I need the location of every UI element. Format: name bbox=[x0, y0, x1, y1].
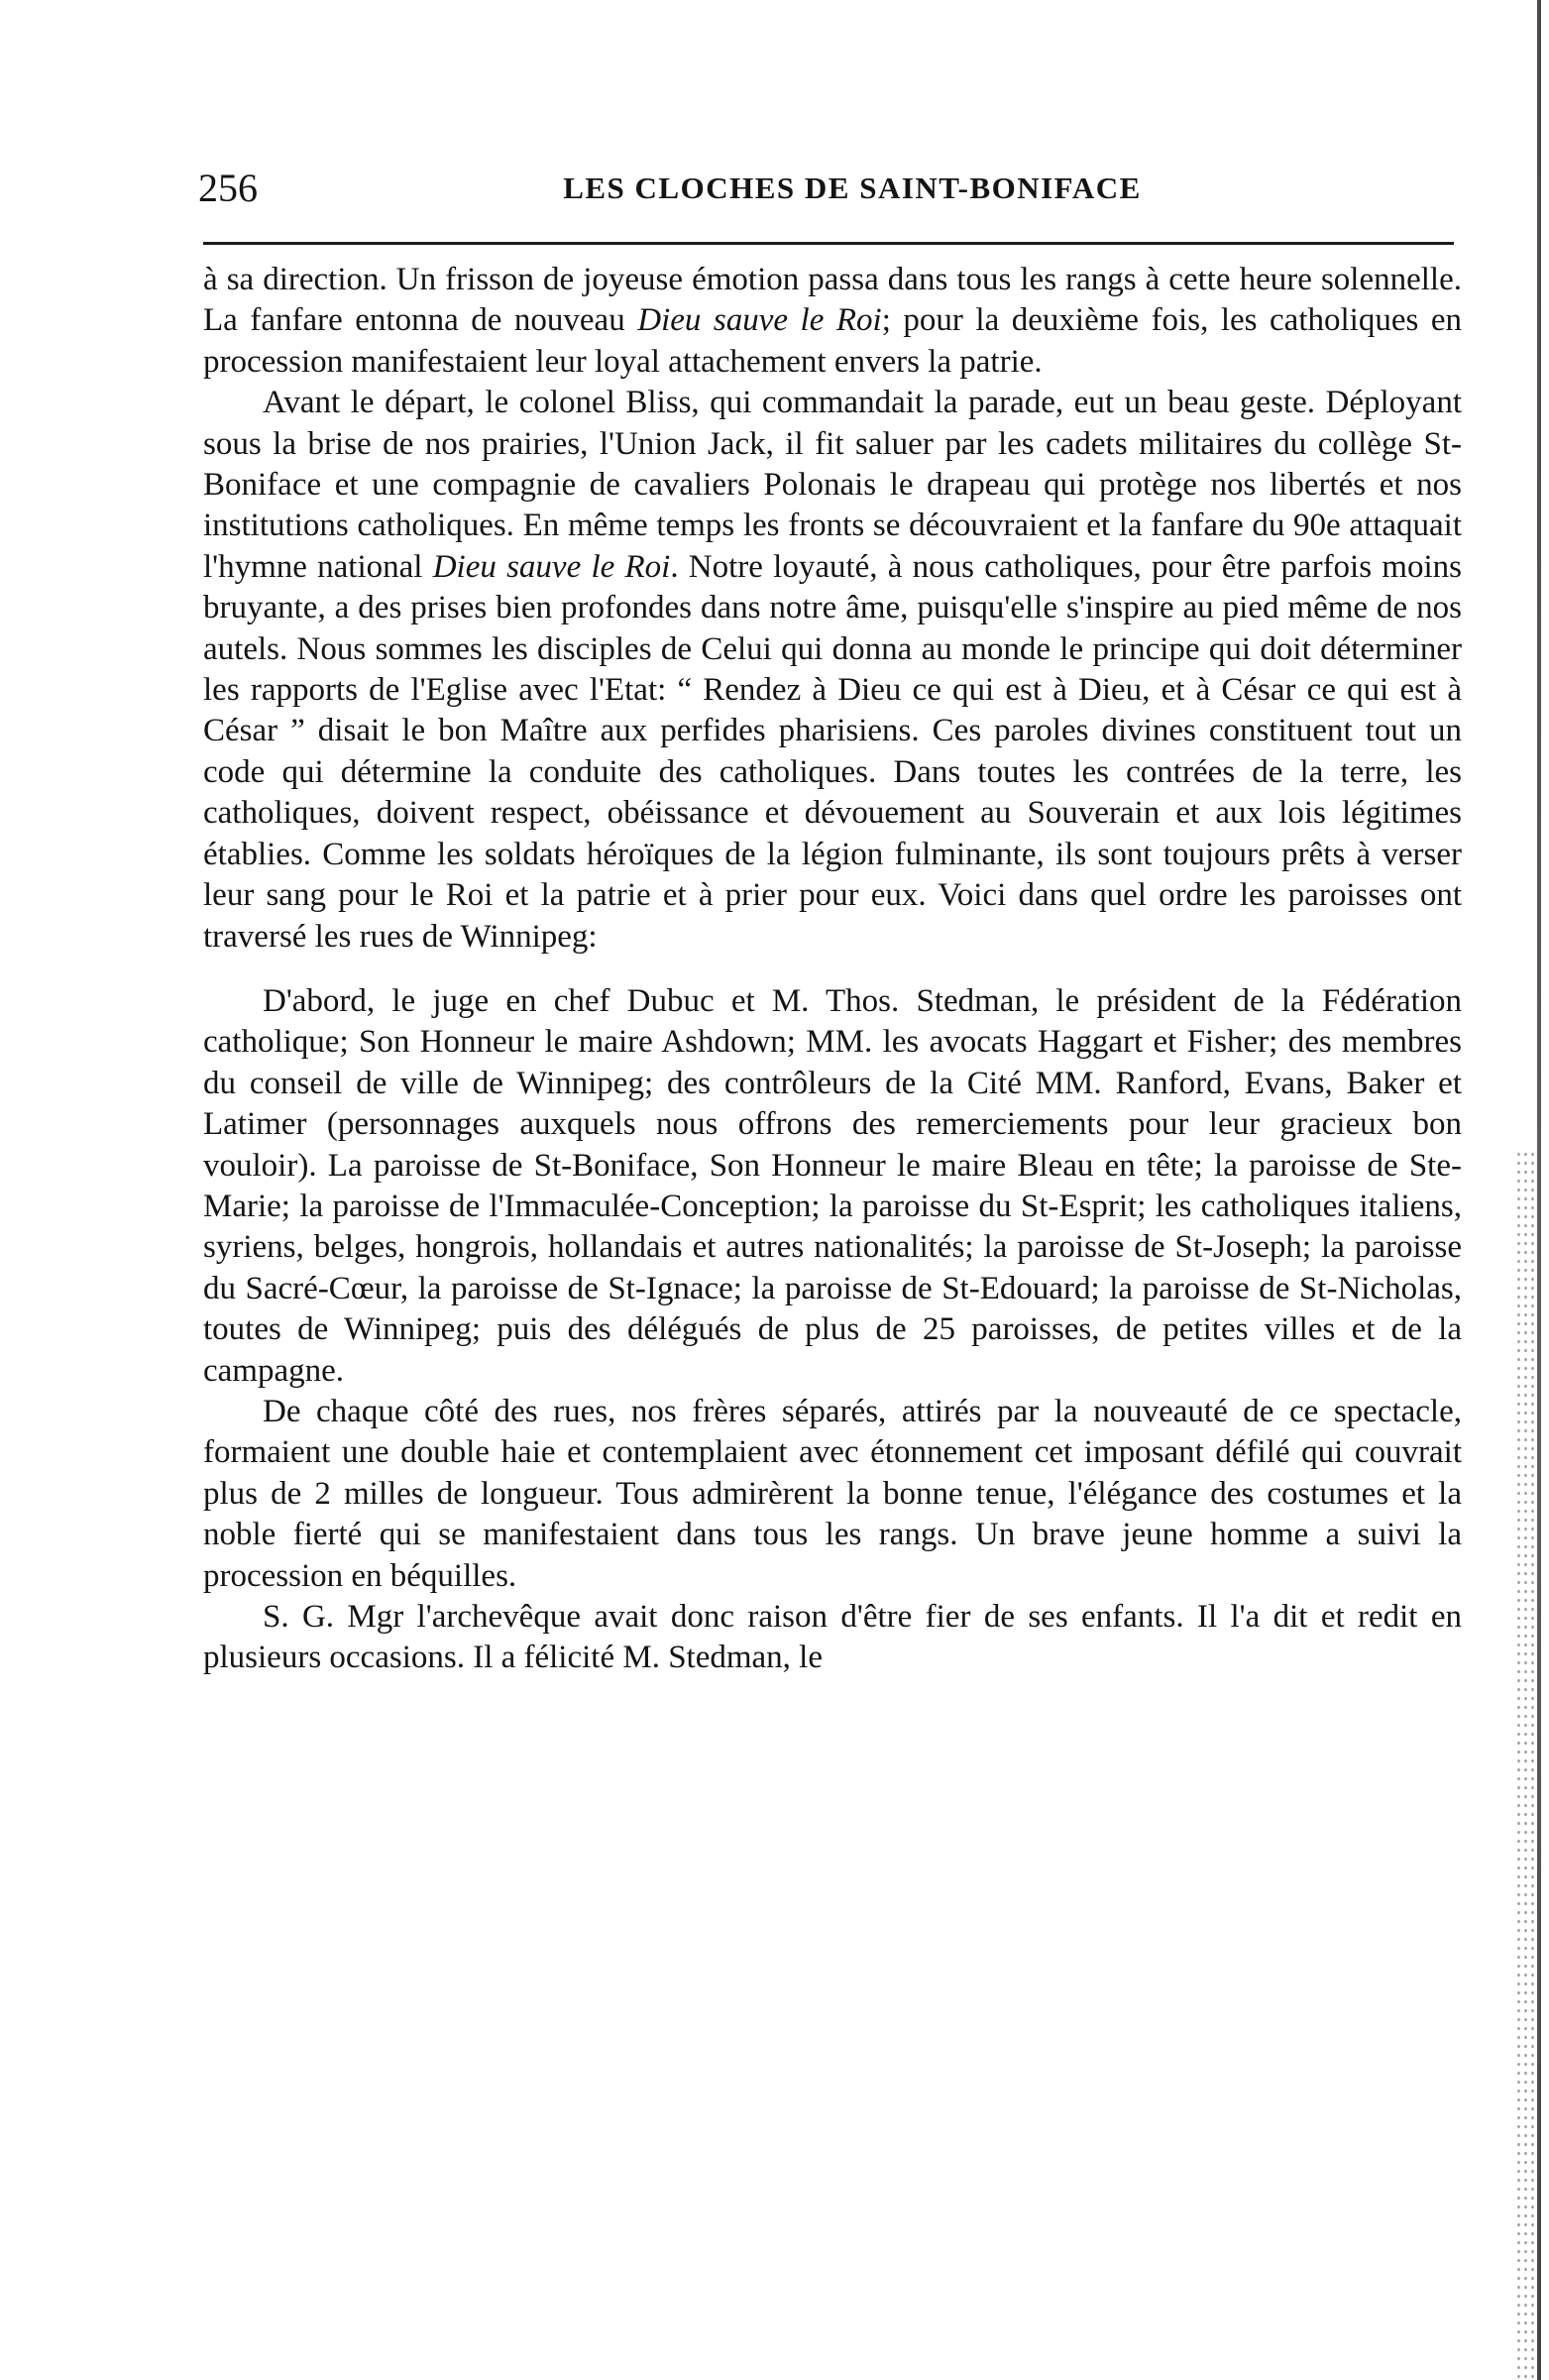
p1-part-1: à sa direction. Un frisson de joyeuse émotion passa dans tous les rangs à cette heure solennelle. La fanfare entonna de nouveau bbox=[203, 262, 1462, 339]
paragraph-1 bbox=[203, 260, 1462, 383]
paragraph-2 bbox=[203, 383, 1462, 958]
running-title: LES CLOCHES DE SAINT-BONIFACE bbox=[563, 170, 1142, 205]
p1-part-3: ; pour la deuxième fois, les catholiques en procession manifestaient leur loyal attachement envers la patrie. bbox=[203, 302, 1462, 380]
page-edge-specks bbox=[1515, 1150, 1537, 2380]
p4-part-1: De chaque côté des rues, nos frères séparés, attirés par la nouveauté de ce spectacle, formaient une double haie et contemplaient avec étonnement cet imposant défilé qui couvrait plus de 2 milles de longueur. Tous admirèrent la bonne tenue, l'élégance des costumes et la noble fierté qui se manifestaient dans tous les rangs. Un brave jeune homme a suivi la procession en béquilles. bbox=[203, 1393, 1462, 1594]
paragraph-5 bbox=[203, 1597, 1462, 1679]
page-number: 256 bbox=[198, 166, 258, 210]
body-text bbox=[203, 260, 1462, 1679]
p2-part-3: . Notre loyauté, à nous catholiques, pour être parfois moins bruyante, a des prises bien profondes dans notre âme, puisqu'elle s'inspire au pied même de nos autels. Nous sommes les disciples de Celui qui donna au monde le principe qui doit déterminer les rapports de l'Eglise avec l'Etat: “ Rendez à Dieu ce qui est à Dieu, et à César ce qui est à César ” disait le bon Maître aux perfides pharisiens. Ces paroles divines constituent tout un code qui détermine la conduite des catholiques. Dans toutes les contrées de la terre, les catholiques, doivent respect, obéissance et dévouement au Souverain et aux lois légitimes établies. Comme les soldats héroïques de la légion fulminante, ils sont toujours prêts à verser leur sang pour le Roi et la patrie et à prier pour eux. Voici dans quel ordre les paroisses ont traversé les rues de Winnipeg: bbox=[203, 548, 1462, 955]
p5-part-1: S. G. Mgr l'archevêque avait donc raison d'être fier de ses enfants. Il l'a dit et redit en plusieurs occasions. Il a félicité M. Stedman, le bbox=[203, 1599, 1462, 1676]
paragraph-3 bbox=[203, 981, 1462, 1392]
header-rule bbox=[203, 242, 1454, 245]
p2-part-1: Avant le départ, le colonel Bliss, qui commandait la parade, eut un beau geste. Déployant sous la brise de nos prairies, l'Union Jack, il fit saluer par les cadets militaires du collège St-Boniface et une compagnie de cavaliers Polonais le drapeau qui protège nos libertés et nos institutions catholiques. En même temps les fronts se découvraient et la fanfare du 90e attaquait l'hymne national bbox=[203, 385, 1462, 585]
p1-part-2: Dieu sauve le Roi bbox=[637, 302, 882, 339]
page-edge-shadow bbox=[1537, 0, 1541, 2380]
p2-part-2: Dieu sauve le Roi bbox=[432, 548, 671, 585]
p3-part-1: D'abord, le juge en chef Dubuc et M. Thos. Stedman, le président de la Fédération catholique; Son Honneur le maire Ashdown; MM. les avocats Haggart et Fisher; des membres du conseil de ville de Winnipeg; des contrôleurs de la Cité MM. Ranford, Evans, Baker et Latimer (personnages auxquels nous offrons des remerciements pour leur gracieux bon vouloir). La paroisse de St-Boniface, Son Honneur le maire Bleau en tête; la paroisse de Ste-Marie; la paroisse de l'Immaculée-Conception; la paroisse du St-Esprit; les catholiques italiens, syriens, belges, hongrois, hollandais et autres nationalités; la paroisse de St-Joseph; la paroisse du Sacré-Cœur, la paroisse de St-Ignace; la paroisse de St-Edouard; la paroisse de St-Nicholas, toutes de Winnipeg; puis des délégués de plus de 25 paroisses, de petites villes et de la campagne. bbox=[203, 982, 1462, 1389]
paragraph-4 bbox=[203, 1392, 1462, 1597]
page-header bbox=[198, 159, 1467, 218]
